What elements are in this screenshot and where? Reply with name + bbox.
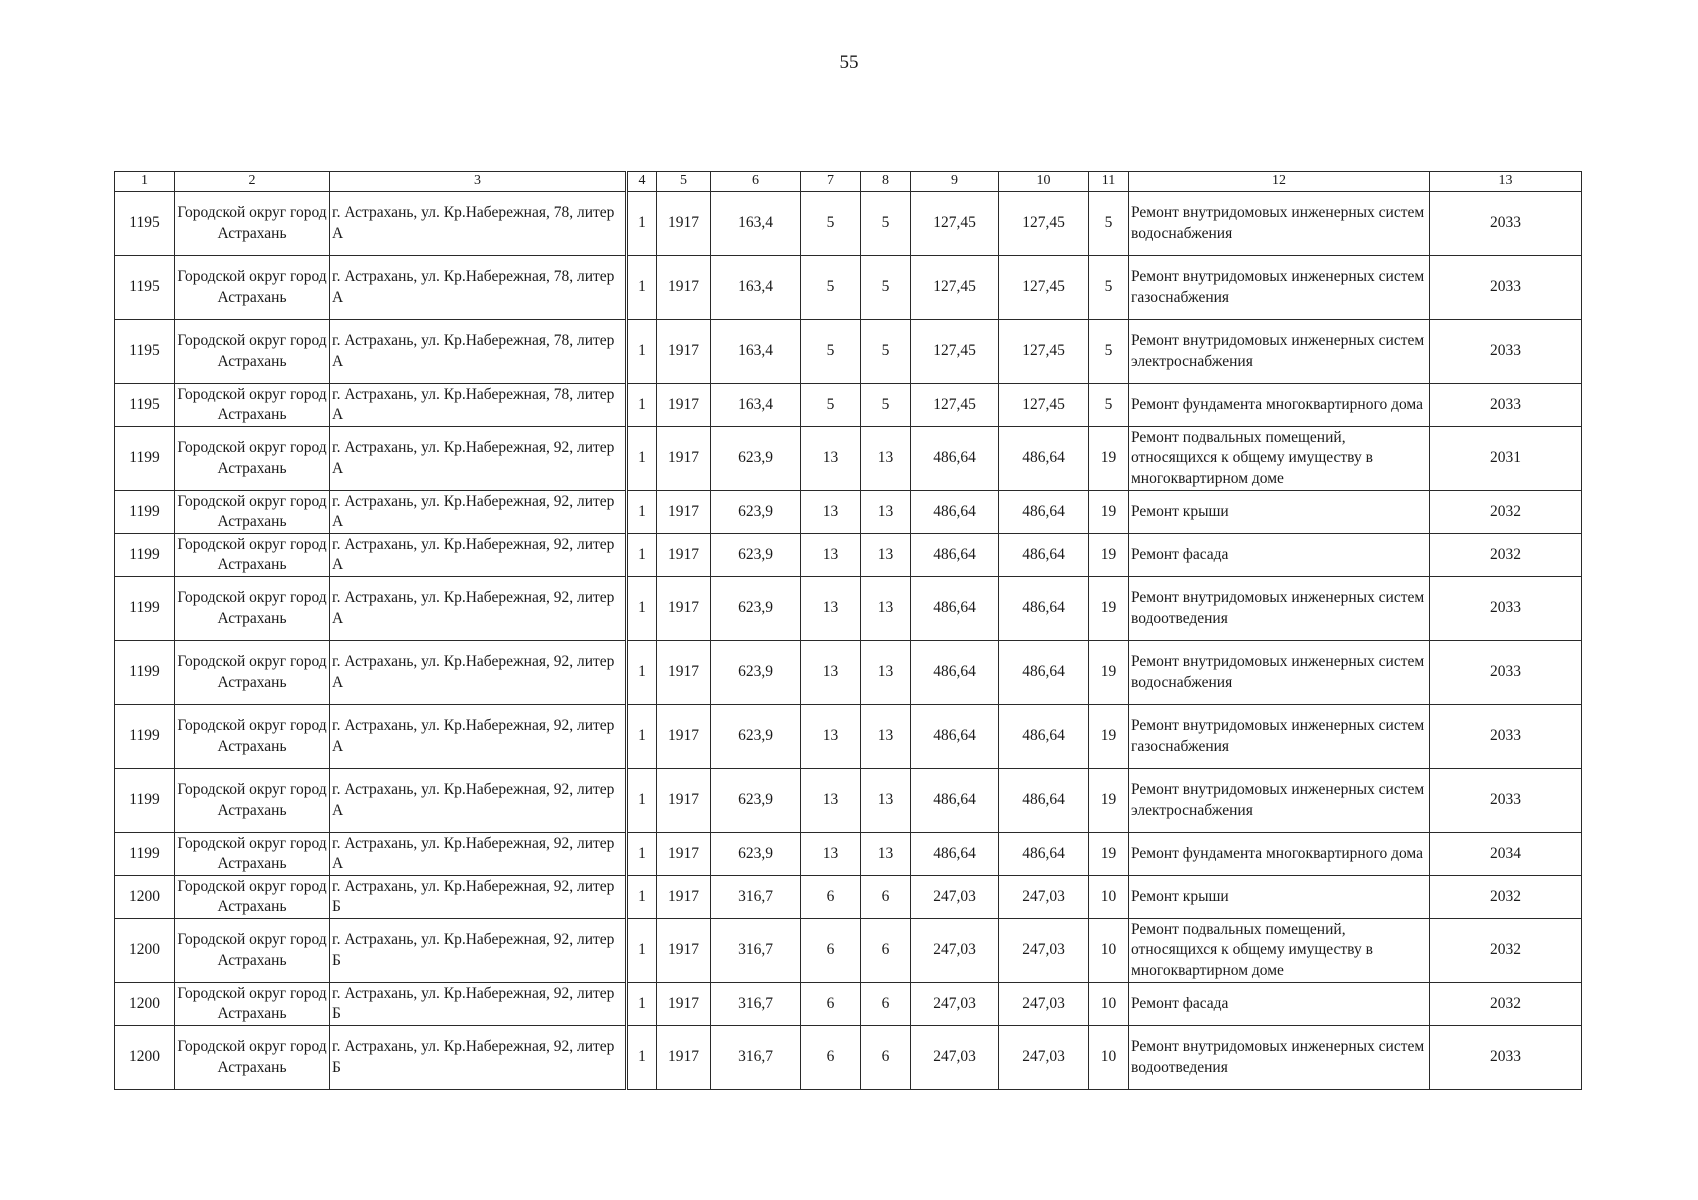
col11-cell: 10 [1089, 983, 1129, 1026]
table-row [115, 833, 1582, 876]
planned-year-cell: 2033 [1430, 384, 1582, 427]
col8-cell: 5 [861, 320, 911, 384]
year-built-cell: 1917 [657, 919, 711, 983]
col10-cell: 127,45 [999, 192, 1089, 256]
col10-cell: 486,64 [999, 641, 1089, 705]
col8-cell: 6 [861, 983, 911, 1026]
planned-year-cell: 2033 [1430, 577, 1582, 641]
col11-cell: 10 [1089, 1026, 1129, 1090]
work-type-cell: Ремонт внутридомовых инженерных систем газоснабжения [1129, 705, 1430, 769]
col10-cell: 127,45 [999, 384, 1089, 427]
col7-cell: 13 [801, 769, 861, 833]
col8-cell: 5 [861, 192, 911, 256]
table-row [115, 192, 1582, 256]
area-cell: 316,7 [711, 1026, 801, 1090]
work-type-cell: Ремонт фундамента многоквартирного дома [1129, 384, 1430, 427]
col9-cell: 486,64 [911, 577, 999, 641]
column-header-9: 9 [911, 172, 999, 192]
col4-cell: 1 [627, 705, 657, 769]
col9-cell: 486,64 [911, 491, 999, 534]
col9-cell: 486,64 [911, 641, 999, 705]
table-row [115, 384, 1582, 427]
col8-cell: 5 [861, 384, 911, 427]
planned-year-cell: 2033 [1430, 256, 1582, 320]
area-cell: 316,7 [711, 876, 801, 919]
col8-cell: 13 [861, 491, 911, 534]
house-id-cell: 1200 [115, 1026, 175, 1090]
col9-cell: 247,03 [911, 876, 999, 919]
col11-cell: 19 [1089, 769, 1129, 833]
address-cell: г. Астрахань, ул. Кр.Набережная, 92, литер А [330, 769, 627, 833]
col7-cell: 5 [801, 192, 861, 256]
column-header-12: 12 [1129, 172, 1430, 192]
house-id-cell: 1200 [115, 876, 175, 919]
column-header-13: 13 [1430, 172, 1582, 192]
municipality-cell: Городской округ город Астрахань [175, 320, 330, 384]
year-built-cell: 1917 [657, 427, 711, 491]
work-type-cell: Ремонт фасада [1129, 534, 1430, 577]
municipality-cell: Городской округ город Астрахань [175, 491, 330, 534]
address-cell: г. Астрахань, ул. Кр.Набережная, 92, литер А [330, 577, 627, 641]
area-cell: 623,9 [711, 491, 801, 534]
house-id-cell: 1195 [115, 256, 175, 320]
municipality-cell: Городской округ город Астрахань [175, 577, 330, 641]
col8-cell: 13 [861, 577, 911, 641]
col11-cell: 19 [1089, 491, 1129, 534]
col9-cell: 486,64 [911, 769, 999, 833]
house-id-cell: 1200 [115, 983, 175, 1026]
work-type-cell: Ремонт внутридомовых инженерных систем электроснабжения [1129, 769, 1430, 833]
work-type-cell: Ремонт подвальных помещений, относящихся к общему имуществу в многоквартирном доме [1129, 427, 1430, 491]
address-cell: г. Астрахань, ул. Кр.Набережная, 92, литер Б [330, 919, 627, 983]
col4-cell: 1 [627, 919, 657, 983]
address-cell: г. Астрахань, ул. Кр.Набережная, 92, литер Б [330, 876, 627, 919]
col7-cell: 5 [801, 320, 861, 384]
col7-cell: 5 [801, 384, 861, 427]
col7-cell: 13 [801, 491, 861, 534]
col11-cell: 5 [1089, 256, 1129, 320]
col4-cell: 1 [627, 1026, 657, 1090]
municipality-cell: Городской округ город Астрахань [175, 983, 330, 1026]
column-header-7: 7 [801, 172, 861, 192]
area-cell: 623,9 [711, 833, 801, 876]
planned-year-cell: 2033 [1430, 192, 1582, 256]
col8-cell: 13 [861, 641, 911, 705]
year-built-cell: 1917 [657, 534, 711, 577]
col10-cell: 486,64 [999, 534, 1089, 577]
col7-cell: 13 [801, 427, 861, 491]
work-type-cell: Ремонт внутридомовых инженерных систем водоотведения [1129, 1026, 1430, 1090]
col9-cell: 127,45 [911, 192, 999, 256]
col7-cell: 6 [801, 1026, 861, 1090]
planned-year-cell: 2033 [1430, 1026, 1582, 1090]
col4-cell: 1 [627, 256, 657, 320]
header-row [115, 172, 1582, 192]
col4-cell: 1 [627, 983, 657, 1026]
column-header-4: 4 [627, 172, 657, 192]
area-cell: 623,9 [711, 705, 801, 769]
planned-year-cell: 2032 [1430, 534, 1582, 577]
col10-cell: 127,45 [999, 256, 1089, 320]
col11-cell: 5 [1089, 192, 1129, 256]
municipality-cell: Городской округ город Астрахань [175, 534, 330, 577]
col8-cell: 13 [861, 833, 911, 876]
house-id-cell: 1199 [115, 833, 175, 876]
address-cell: г. Астрахань, ул. Кр.Набережная, 78, литер А [330, 320, 627, 384]
planned-year-cell: 2033 [1430, 641, 1582, 705]
address-cell: г. Астрахань, ул. Кр.Набережная, 92, литер А [330, 833, 627, 876]
house-id-cell: 1199 [115, 769, 175, 833]
area-cell: 163,4 [711, 320, 801, 384]
address-cell: г. Астрахань, ул. Кр.Набережная, 92, литер А [330, 641, 627, 705]
year-built-cell: 1917 [657, 320, 711, 384]
municipality-cell: Городской округ город Астрахань [175, 641, 330, 705]
planned-year-cell: 2032 [1430, 983, 1582, 1026]
year-built-cell: 1917 [657, 192, 711, 256]
column-header-3: 3 [330, 172, 627, 192]
house-id-cell: 1199 [115, 491, 175, 534]
work-type-cell: Ремонт крыши [1129, 491, 1430, 534]
col9-cell: 247,03 [911, 919, 999, 983]
area-cell: 163,4 [711, 384, 801, 427]
house-id-cell: 1199 [115, 641, 175, 705]
column-header-6: 6 [711, 172, 801, 192]
address-cell: г. Астрахань, ул. Кр.Набережная, 92, литер А [330, 491, 627, 534]
col11-cell: 19 [1089, 577, 1129, 641]
col4-cell: 1 [627, 833, 657, 876]
table-row [115, 1026, 1582, 1090]
municipality-cell: Городской округ город Астрахань [175, 833, 330, 876]
municipality-cell: Городской округ город Астрахань [175, 1026, 330, 1090]
year-built-cell: 1917 [657, 256, 711, 320]
col8-cell: 13 [861, 705, 911, 769]
area-cell: 163,4 [711, 192, 801, 256]
municipality-cell: Городской округ город Астрахань [175, 876, 330, 919]
col11-cell: 19 [1089, 833, 1129, 876]
col7-cell: 13 [801, 577, 861, 641]
table-header [115, 172, 1582, 192]
area-cell: 316,7 [711, 919, 801, 983]
col10-cell: 486,64 [999, 491, 1089, 534]
table-row [115, 769, 1582, 833]
municipality-cell: Городской округ город Астрахань [175, 256, 330, 320]
house-id-cell: 1195 [115, 320, 175, 384]
col9-cell: 127,45 [911, 256, 999, 320]
col4-cell: 1 [627, 577, 657, 641]
col4-cell: 1 [627, 384, 657, 427]
address-cell: г. Астрахань, ул. Кр.Набережная, 78, литер А [330, 192, 627, 256]
col11-cell: 19 [1089, 641, 1129, 705]
work-type-cell: Ремонт фундамента многоквартирного дома [1129, 833, 1430, 876]
col4-cell: 1 [627, 192, 657, 256]
table-body [115, 192, 1582, 1090]
house-id-cell: 1199 [115, 705, 175, 769]
planned-year-cell: 2031 [1430, 427, 1582, 491]
col7-cell: 6 [801, 876, 861, 919]
year-built-cell: 1917 [657, 641, 711, 705]
municipality-cell: Городской округ город Астрахань [175, 384, 330, 427]
planned-year-cell: 2034 [1430, 833, 1582, 876]
col11-cell: 5 [1089, 320, 1129, 384]
col9-cell: 486,64 [911, 427, 999, 491]
work-type-cell: Ремонт крыши [1129, 876, 1430, 919]
planned-year-cell: 2032 [1430, 919, 1582, 983]
year-built-cell: 1917 [657, 491, 711, 534]
col4-cell: 1 [627, 769, 657, 833]
col8-cell: 5 [861, 256, 911, 320]
repair-schedule-table [114, 171, 1582, 1090]
col8-cell: 13 [861, 427, 911, 491]
year-built-cell: 1917 [657, 876, 711, 919]
table-row [115, 983, 1582, 1026]
col10-cell: 247,03 [999, 983, 1089, 1026]
col9-cell: 486,64 [911, 534, 999, 577]
address-cell: г. Астрахань, ул. Кр.Набережная, 92, литер Б [330, 983, 627, 1026]
table-row [115, 256, 1582, 320]
year-built-cell: 1917 [657, 833, 711, 876]
col9-cell: 247,03 [911, 983, 999, 1026]
municipality-cell: Городской округ город Астрахань [175, 705, 330, 769]
col11-cell: 10 [1089, 876, 1129, 919]
col10-cell: 486,64 [999, 427, 1089, 491]
col10-cell: 247,03 [999, 1026, 1089, 1090]
col8-cell: 6 [861, 876, 911, 919]
year-built-cell: 1917 [657, 983, 711, 1026]
col11-cell: 19 [1089, 534, 1129, 577]
col9-cell: 127,45 [911, 320, 999, 384]
col9-cell: 247,03 [911, 1026, 999, 1090]
address-cell: г. Астрахань, ул. Кр.Набережная, 78, литер А [330, 256, 627, 320]
area-cell: 623,9 [711, 534, 801, 577]
municipality-cell: Городской округ город Астрахань [175, 192, 330, 256]
column-header-1: 1 [115, 172, 175, 192]
work-type-cell: Ремонт фасада [1129, 983, 1430, 1026]
col8-cell: 6 [861, 1026, 911, 1090]
col8-cell: 6 [861, 919, 911, 983]
page-number: 55 [839, 52, 859, 73]
table-row [115, 534, 1582, 577]
year-built-cell: 1917 [657, 769, 711, 833]
col7-cell: 6 [801, 983, 861, 1026]
municipality-cell: Городской округ город Астрахань [175, 769, 330, 833]
col10-cell: 486,64 [999, 577, 1089, 641]
col8-cell: 13 [861, 769, 911, 833]
table-row [115, 491, 1582, 534]
column-header-8: 8 [861, 172, 911, 192]
col7-cell: 13 [801, 534, 861, 577]
col10-cell: 486,64 [999, 833, 1089, 876]
table-row [115, 320, 1582, 384]
column-header-11: 11 [1089, 172, 1129, 192]
house-id-cell: 1199 [115, 534, 175, 577]
col10-cell: 127,45 [999, 320, 1089, 384]
col8-cell: 13 [861, 534, 911, 577]
house-id-cell: 1199 [115, 577, 175, 641]
col4-cell: 1 [627, 427, 657, 491]
year-built-cell: 1917 [657, 1026, 711, 1090]
planned-year-cell: 2032 [1430, 876, 1582, 919]
col4-cell: 1 [627, 876, 657, 919]
column-header-2: 2 [175, 172, 330, 192]
area-cell: 623,9 [711, 577, 801, 641]
address-cell: г. Астрахань, ул. Кр.Набережная, 92, литер А [330, 427, 627, 491]
col4-cell: 1 [627, 320, 657, 384]
address-cell: г. Астрахань, ул. Кр.Набережная, 78, литер А [330, 384, 627, 427]
planned-year-cell: 2033 [1430, 769, 1582, 833]
work-type-cell: Ремонт внутридомовых инженерных систем водоснабжения [1129, 192, 1430, 256]
house-id-cell: 1195 [115, 192, 175, 256]
col11-cell: 19 [1089, 427, 1129, 491]
col4-cell: 1 [627, 491, 657, 534]
work-type-cell: Ремонт внутридомовых инженерных систем водоотведения [1129, 577, 1430, 641]
planned-year-cell: 2032 [1430, 491, 1582, 534]
work-type-cell: Ремонт подвальных помещений, относящихся к общему имуществу в многоквартирном доме [1129, 919, 1430, 983]
year-built-cell: 1917 [657, 705, 711, 769]
table-row [115, 919, 1582, 983]
municipality-cell: Городской округ город Астрахань [175, 919, 330, 983]
col10-cell: 486,64 [999, 769, 1089, 833]
col9-cell: 486,64 [911, 705, 999, 769]
col7-cell: 13 [801, 641, 861, 705]
work-type-cell: Ремонт внутридомовых инженерных систем электроснабжения [1129, 320, 1430, 384]
col4-cell: 1 [627, 534, 657, 577]
col7-cell: 13 [801, 833, 861, 876]
area-cell: 623,9 [711, 641, 801, 705]
col7-cell: 6 [801, 919, 861, 983]
area-cell: 623,9 [711, 769, 801, 833]
col10-cell: 486,64 [999, 705, 1089, 769]
year-built-cell: 1917 [657, 384, 711, 427]
col7-cell: 5 [801, 256, 861, 320]
col7-cell: 13 [801, 705, 861, 769]
work-type-cell: Ремонт внутридомовых инженерных систем водоснабжения [1129, 641, 1430, 705]
col10-cell: 247,03 [999, 876, 1089, 919]
col4-cell: 1 [627, 641, 657, 705]
municipality-cell: Городской округ город Астрахань [175, 427, 330, 491]
col11-cell: 19 [1089, 705, 1129, 769]
table-row [115, 641, 1582, 705]
address-cell: г. Астрахань, ул. Кр.Набережная, 92, литер А [330, 534, 627, 577]
col10-cell: 247,03 [999, 919, 1089, 983]
table-row [115, 577, 1582, 641]
work-type-cell: Ремонт внутридомовых инженерных систем газоснабжения [1129, 256, 1430, 320]
address-cell: г. Астрахань, ул. Кр.Набережная, 92, литер Б [330, 1026, 627, 1090]
table-row [115, 876, 1582, 919]
column-header-10: 10 [999, 172, 1089, 192]
area-cell: 163,4 [711, 256, 801, 320]
table-row [115, 705, 1582, 769]
col11-cell: 5 [1089, 384, 1129, 427]
table-row [115, 427, 1582, 491]
year-built-cell: 1917 [657, 577, 711, 641]
house-id-cell: 1199 [115, 427, 175, 491]
col9-cell: 486,64 [911, 833, 999, 876]
house-id-cell: 1200 [115, 919, 175, 983]
planned-year-cell: 2033 [1430, 705, 1582, 769]
area-cell: 316,7 [711, 983, 801, 1026]
planned-year-cell: 2033 [1430, 320, 1582, 384]
house-id-cell: 1195 [115, 384, 175, 427]
address-cell: г. Астрахань, ул. Кр.Набережная, 92, литер А [330, 705, 627, 769]
col9-cell: 127,45 [911, 384, 999, 427]
area-cell: 623,9 [711, 427, 801, 491]
col11-cell: 10 [1089, 919, 1129, 983]
column-header-5: 5 [657, 172, 711, 192]
